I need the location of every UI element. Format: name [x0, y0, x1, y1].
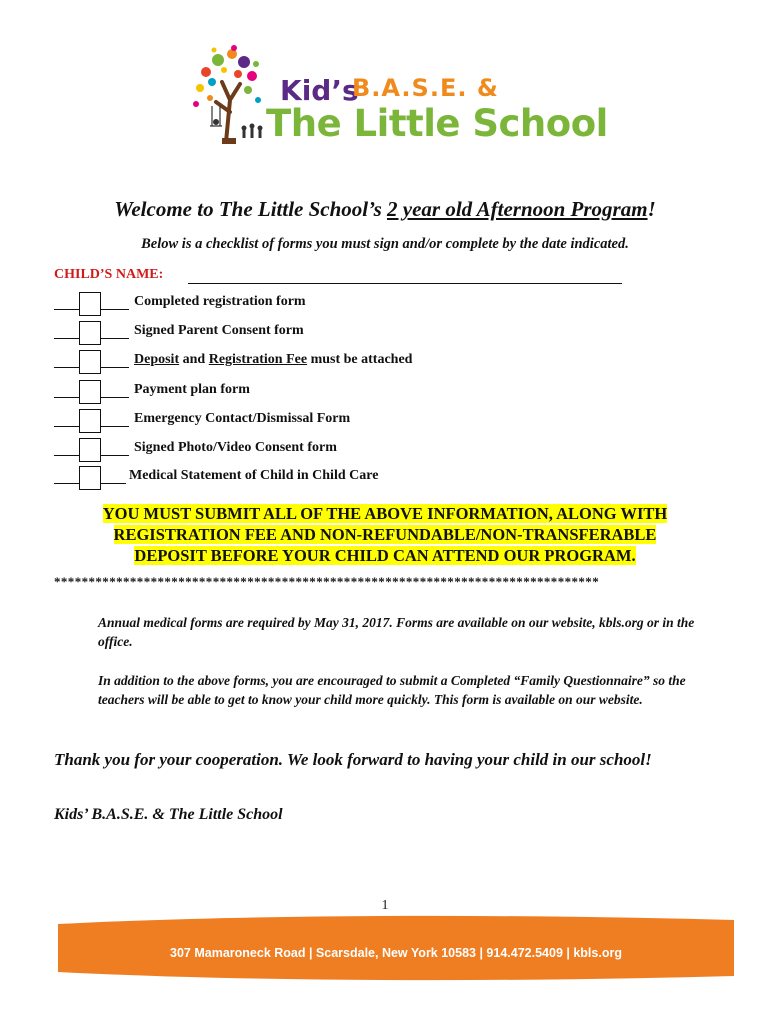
footer-address: 307 Mamaroneck Road | Scarsdale, New York 10583 | 914.472.5409 | kbls.org — [170, 946, 622, 960]
questionnaire-note: In addition to the above forms, you are encouraged to submit a Completed “Family Questionnaire” so the teachers will be able to get to know your child more quickly. This form is available on our website. — [98, 673, 686, 707]
blank-line — [54, 309, 79, 310]
checklist-label: Medical Statement of Child in Child Care — [129, 468, 379, 483]
page-number: 1 — [381, 898, 389, 913]
blank-line — [101, 455, 129, 456]
thank-you-text: Thank you for your cooperation. We look forward to having your child in our school! — [54, 750, 652, 769]
checkbox[interactable] — [79, 292, 101, 316]
attached-text: must be attached — [307, 352, 413, 367]
signature: Kids’ B.A.S.E. & The Little School — [54, 806, 283, 823]
blank-line — [101, 367, 129, 368]
notice-line: REGISTRATION FEE AND NON-REFUNDABLE/NON-TRANSFERABLE — [113, 525, 657, 544]
blank-line — [54, 426, 79, 427]
blank-line — [101, 426, 129, 427]
blank-line — [54, 455, 79, 456]
checklist-label: Signed Photo/Video Consent form — [134, 440, 337, 455]
blank-line — [54, 397, 79, 398]
checklist-label: Emergency Contact/Dismissal Form — [134, 411, 351, 426]
child-name-line[interactable] — [188, 283, 622, 284]
separator-stars: ******************************************************************************* — [54, 574, 600, 589]
checklist-label: Payment plan form — [134, 382, 250, 397]
checklist-label: Signed Parent Consent form — [134, 323, 304, 338]
tree-icon — [186, 42, 276, 152]
registration-fee-text: Registration Fee — [208, 352, 308, 367]
blank-line — [101, 397, 129, 398]
checkbox[interactable] — [79, 466, 101, 490]
logo-school-text: The Little School — [266, 102, 608, 145]
checklist-intro: Below is a checklist of forms you must sign and/or complete by the date indicated. — [141, 236, 629, 252]
title-prefix: Welcome to The Little School’s — [114, 197, 387, 221]
blank-line — [101, 338, 129, 339]
blank-line — [54, 338, 79, 339]
checkbox[interactable] — [79, 350, 101, 374]
notice-line: DEPOSIT BEFORE YOUR CHILD CAN ATTEND OUR PROGRAM. — [134, 546, 636, 565]
submission-notice — [40, 503, 730, 566]
checklist-label: Completed registration form — [134, 294, 306, 309]
blank-line — [54, 367, 79, 368]
child-name-label: CHILD’S NAME: — [54, 267, 164, 282]
page-title — [0, 197, 770, 222]
checkbox[interactable] — [79, 380, 101, 404]
checkbox[interactable] — [79, 409, 101, 433]
checklist-label — [134, 352, 412, 368]
and-text: and — [179, 352, 209, 367]
logo-kids-text: Kid’s — [280, 74, 359, 107]
medical-forms-note: Annual medical forms are required by May 31, 2017. Forms are available on our website, kbls.org or in the office. — [98, 615, 695, 649]
deposit-text: Deposit — [134, 352, 180, 367]
blank-line — [101, 483, 126, 484]
blank-line — [54, 483, 79, 484]
blank-line — [101, 309, 129, 310]
notice-line: YOU MUST SUBMIT ALL OF THE ABOVE INFORMATION, ALONG WITH — [102, 504, 668, 523]
checkbox[interactable] — [79, 321, 101, 345]
title-program: 2 year old Afternoon Program — [387, 197, 648, 221]
logo-base-text: B.A.S.E. & — [352, 74, 499, 102]
checkbox[interactable] — [79, 438, 101, 462]
title-suffix: ! — [647, 197, 656, 221]
school-logo — [186, 42, 608, 152]
